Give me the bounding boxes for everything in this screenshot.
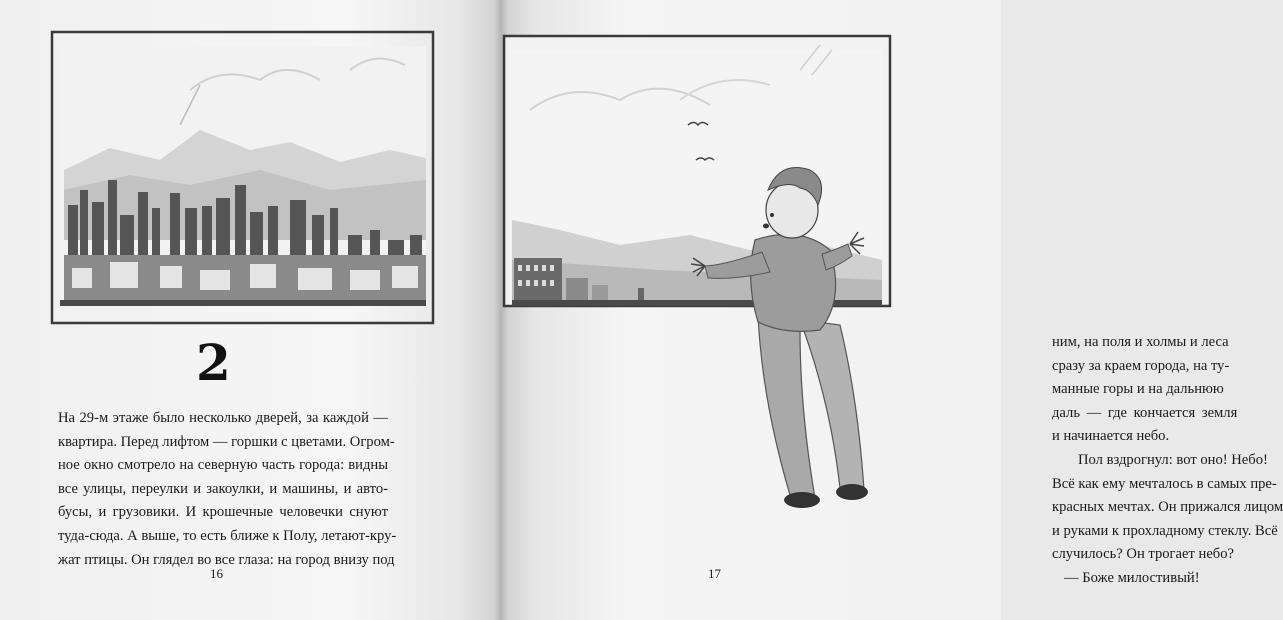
text-line: красных мечтах. Он прижался лицом (1052, 499, 1283, 516)
text-line: — Боже милостивый! (1064, 569, 1200, 586)
boy-at-window-illustration (500, 30, 900, 530)
right-page (500, 0, 1283, 620)
text-line: сразу за краем города, на ту- (1052, 357, 1230, 374)
text-line: все улицы, переулки и закоулки, и машины, и авто- (58, 480, 388, 497)
chapter-text-continued (1052, 331, 1283, 591)
text-line: ним, на поля и холмы и леса (1052, 334, 1229, 350)
page-number-right: 17 (708, 566, 721, 581)
text-line: даль — где кончается земля (1052, 404, 1238, 421)
city-window-illustration (50, 30, 435, 325)
book-gutter (494, 0, 508, 620)
text-line: жат птицы. Он глядел во все глаза: на город внизу под (58, 551, 395, 568)
text-line: случилось? Он трогает небо? (1052, 546, 1235, 563)
text-line: На 29-м этаже было несколько дверей, за каждой — (58, 410, 388, 426)
text-line: Пол вздрогнул: вот оно! Небо! (1078, 451, 1268, 468)
text-line: Всё как ему мечталось в самых пре- (1052, 475, 1277, 492)
text-line: туда-сюда. А выше, то есть ближе к Полу, летают-кру- (58, 527, 397, 544)
text-line: манные горы и на дальнюю (1052, 381, 1224, 398)
left-page (0, 0, 500, 620)
chapter-text (58, 407, 397, 572)
chapter-number: 2 (196, 333, 231, 392)
text-line: квартира. Перед лифтом — горшки с цветами. Огром- (58, 433, 395, 450)
text-line: бусы, и грузовики. И крошечные человечки снуют (58, 504, 388, 521)
page-number-left: 16 (210, 566, 223, 581)
text-line: и начинается небо. (1052, 428, 1170, 445)
text-line: ное окно смотрело на северную часть города: видны (58, 457, 388, 474)
text-line: и руками к прохладному стеклу. Всё (1052, 522, 1278, 539)
